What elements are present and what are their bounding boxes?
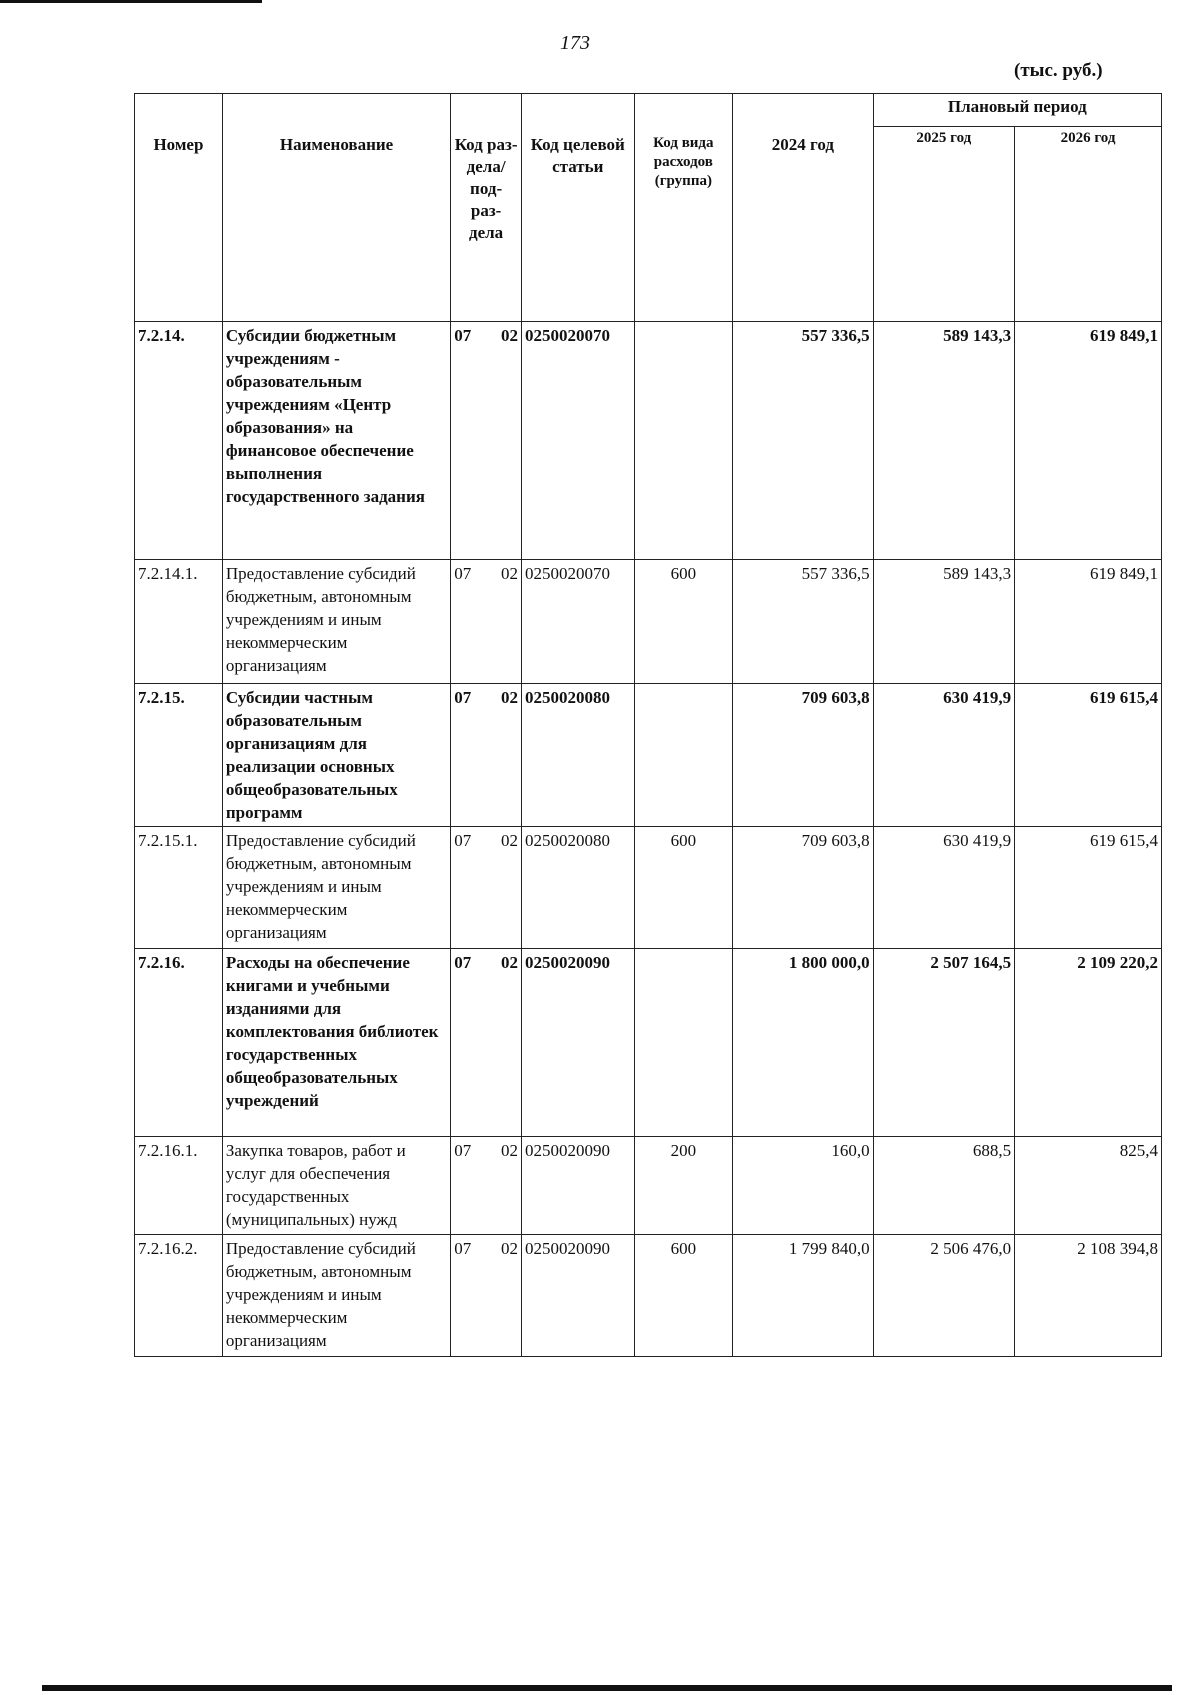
header-target-code: Код целевой статьи [521, 94, 634, 322]
row-expense-type: 600 [634, 827, 733, 949]
row-value-2024: 709 603,8 [733, 684, 873, 827]
header-year-2026: 2026 год [1015, 127, 1162, 322]
row-section: 07 [454, 953, 472, 972]
row-value-2024: 160,0 [733, 1137, 873, 1235]
row-section-code [451, 827, 522, 949]
row-name: Расходы на обеспечение книгами и учебными изданиями для комплектования библиотек государственных общеобразовательных учреждений [222, 949, 450, 1137]
header-section-code: Код раз- дела/ под- раз- дела [451, 94, 522, 322]
row-value-2026: 619 615,4 [1015, 684, 1162, 827]
header-expense-type: Код вида расходов (группа) [634, 94, 733, 322]
header-name: Наименование [222, 94, 450, 322]
row-subsection: 02 [500, 953, 518, 972]
row-value-2026: 619 849,1 [1015, 560, 1162, 684]
row-section: 07 [454, 1239, 472, 1258]
row-subsection: 02 [500, 831, 518, 850]
row-value-2026: 619 615,4 [1015, 827, 1162, 949]
row-target-code: 0250020090 [521, 949, 634, 1137]
row-subsection: 02 [500, 1141, 518, 1160]
row-value-2026: 619 849,1 [1015, 322, 1162, 560]
row-expense-type: 600 [634, 560, 733, 684]
row-target-code: 0250020090 [521, 1137, 634, 1235]
bottom-rule [42, 1685, 1172, 1691]
row-name: Субсидии частным образовательным организациям для реализации основных общеобразовательных программ [222, 684, 450, 827]
row-subsection: 02 [500, 326, 518, 345]
row-number: 7.2.16. [135, 949, 223, 1137]
row-expense-type: 600 [634, 1235, 733, 1357]
row-value-2025: 589 143,3 [873, 560, 1015, 684]
row-section: 07 [454, 831, 472, 850]
row-value-2025: 688,5 [873, 1137, 1015, 1235]
row-expense-type [634, 684, 733, 827]
row-value-2025: 630 419,9 [873, 827, 1015, 949]
row-target-code: 0250020080 [521, 684, 634, 827]
row-number: 7.2.16.1. [135, 1137, 223, 1235]
row-value-2025: 589 143,3 [873, 322, 1015, 560]
row-value-2024: 1 800 000,0 [733, 949, 873, 1137]
row-section: 07 [454, 688, 472, 707]
table-row [135, 949, 1162, 1137]
row-section-code [451, 1235, 522, 1357]
row-name: Предоставление субсидий бюджетным, автономным учреждениям и иным некоммерческим организациям [222, 560, 450, 684]
row-value-2024: 557 336,5 [733, 560, 873, 684]
row-value-2024: 709 603,8 [733, 827, 873, 949]
row-value-2026: 2 108 394,8 [1015, 1235, 1162, 1357]
row-section: 07 [454, 564, 472, 583]
row-number: 7.2.15.1. [135, 827, 223, 949]
row-subsection: 02 [500, 1239, 518, 1258]
row-target-code: 0250020090 [521, 1235, 634, 1357]
table-row [135, 684, 1162, 827]
table-row [135, 560, 1162, 684]
row-expense-type: 200 [634, 1137, 733, 1235]
top-rule [0, 0, 262, 3]
row-target-code: 0250020080 [521, 827, 634, 949]
row-number: 7.2.15. [135, 684, 223, 827]
page-number: 173 [560, 32, 590, 54]
header-planned-period: Плановый период [873, 94, 1161, 127]
row-section-code [451, 560, 522, 684]
header-number: Номер [135, 94, 223, 322]
row-section-code [451, 684, 522, 827]
row-expense-type [634, 322, 733, 560]
table-row [135, 827, 1162, 949]
row-expense-type [634, 949, 733, 1137]
row-name: Предоставление субсидий бюджетным, автономным учреждениям и иным некоммерческим организациям [222, 827, 450, 949]
units-label: (тыс. руб.) [1014, 60, 1103, 81]
row-value-2025: 630 419,9 [873, 684, 1015, 827]
row-section: 07 [454, 1141, 472, 1160]
row-value-2026: 825,4 [1015, 1137, 1162, 1235]
row-number: 7.2.16.2. [135, 1235, 223, 1357]
row-target-code: 0250020070 [521, 560, 634, 684]
row-name: Субсидии бюджетным учреждениям - образовательным учреждениям «Центр образования» на финансовое обеспечение выполнения государственного задания [222, 322, 450, 560]
row-section-code [451, 949, 522, 1137]
budget-table [134, 93, 1162, 1357]
table-row [135, 322, 1162, 560]
row-value-2024: 1 799 840,0 [733, 1235, 873, 1357]
row-value-2025: 2 507 164,5 [873, 949, 1015, 1137]
row-subsection: 02 [500, 688, 518, 707]
table-row [135, 1235, 1162, 1357]
row-section-code [451, 1137, 522, 1235]
row-value-2025: 2 506 476,0 [873, 1235, 1015, 1357]
row-number: 7.2.14. [135, 322, 223, 560]
header-year-2024: 2024 год [733, 94, 873, 322]
row-subsection: 02 [500, 564, 518, 583]
header-year-2025: 2025 год [873, 127, 1015, 322]
row-value-2026: 2 109 220,2 [1015, 949, 1162, 1137]
row-number: 7.2.14.1. [135, 560, 223, 684]
row-value-2024: 557 336,5 [733, 322, 873, 560]
table-row [135, 1137, 1162, 1235]
row-section-code [451, 322, 522, 560]
row-section: 07 [454, 326, 472, 345]
row-name: Закупка товаров, работ и услуг для обеспечения государственных (муниципальных) нужд [222, 1137, 450, 1235]
row-target-code: 0250020070 [521, 322, 634, 560]
row-name: Предоставление субсидий бюджетным, автономным учреждениям и иным некоммерческим организациям [222, 1235, 450, 1357]
